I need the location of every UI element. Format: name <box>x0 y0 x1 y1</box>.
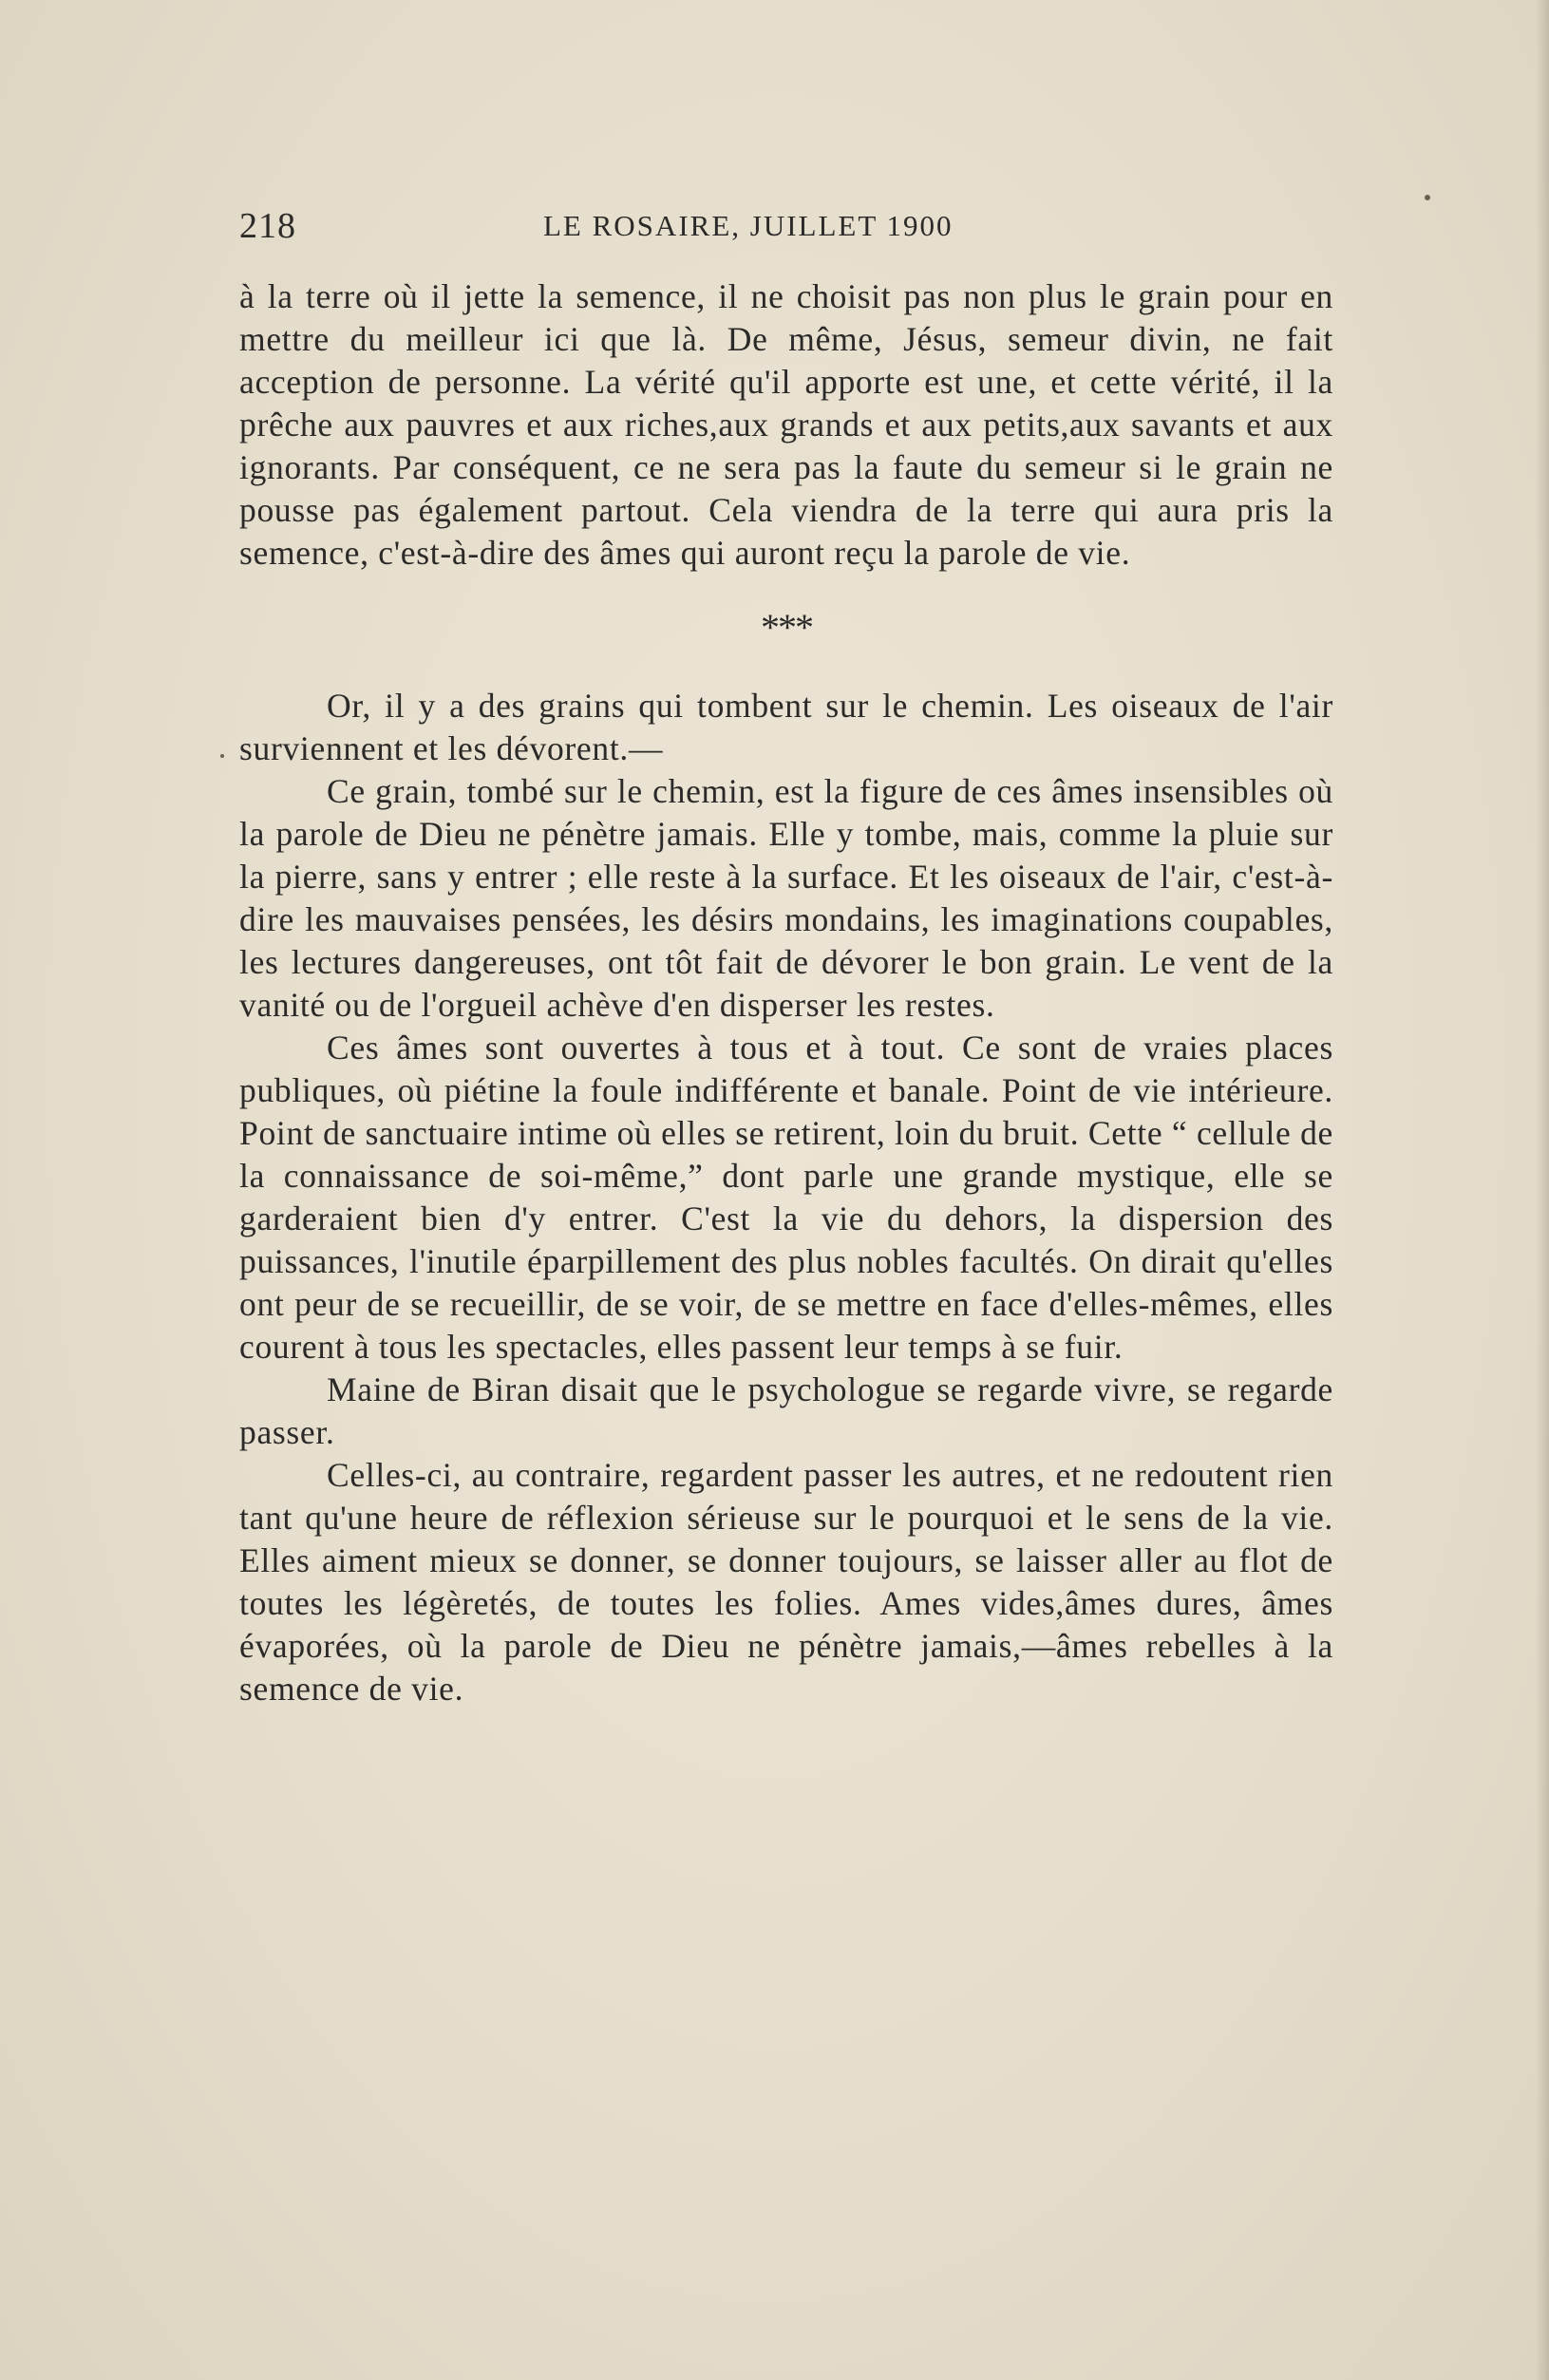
body-text <box>239 275 1333 1710</box>
paragraph: Ce grain, tombé sur le chemin, est la figure de ces âmes insensibles où la parole de Dieu ne pénètre jamais. Elle y tombe, mais, comme la pluie sur la pierre, sans y entrer ; elle reste à la surface. Et les oiseaux de l'air, c'est-à-dire les mauvaises pensées, les désirs mondains, les imaginations coupables, les lectures dangereuses, ont tôt fait de dévorer le bon grain. Le vent de la vanité ou de l'orgueil achève d'en disperser les restes. <box>239 772 1333 1024</box>
paper-speck <box>1425 195 1430 200</box>
paragraph: Celles-ci, au contraire, regardent passer les autres, et ne redoutent rien tant qu'une heure de réflexion sérieuse sur le pourquoi et le sens de la vie. Elles aiment mieux se donner, se donner toujours, se laisser aller au flot de toutes les légèretés, de toutes les folies. Ames vides,âmes dures, âmes évaporées, où la parole de Dieu ne pénètre jamais,—âmes rebelles à la semence de vie. <box>239 1456 1333 1708</box>
page-header <box>239 205 1333 255</box>
paragraph: Maine de Biran disait que le psychologue se regarde vivre, se regarde passer. <box>239 1370 1333 1451</box>
paragraph: Or, il y a des grains qui tombent sur le chemin. Les oiseaux de l'air surviennent et les dévorent.— <box>239 687 1333 767</box>
section-ornament: *** <box>761 606 812 649</box>
paragraph: à la terre où il jette la semence, il ne choisit pas non plus le grain pour en mettre du meilleur ici que là. De même, Jésus, semeur divin, ne fait acception de personne. La vérité qu'il apporte est une, et cette vérité, il la prêche aux pauvres et aux riches,aux grands et aux petits,aux savants et aux ignorants. Par conséquent, ce ne sera pas la faute du semeur si le grain ne pousse pas également partout. Cela viendra de la terre qui aura pris la semence, c'est-à-dire des âmes qui auront reçu la parole de vie. <box>239 277 1333 572</box>
page-edge-shadow <box>1536 0 1549 2380</box>
paragraph: Ces âmes sont ouvertes à tous et à tout. Ce sont de vraies places publiques, où piétine la foule indifférente et banale. Point de vie intérieure. Point de sanctuaire intime où elles se retirent, loin du bruit. Cette “ cellule de la connaissance de soi-même,” dont parle une grande mystique, elle se garderaient bien d'y entrer. C'est la vie du dehors, la dispersion des puissances, l'inutile éparpillement des plus nobles facultés. On dirait qu'elles ont peur de se recueillir, de se voir, de se mettre en face d'elles-mêmes, elles courent à tous les spectacles, elles passent leur temps à se fuir. <box>239 1029 1333 1366</box>
running-head: LE ROSAIRE, JUILLET 1900 <box>543 209 954 242</box>
page-number: 218 <box>239 206 296 246</box>
paper-speck <box>220 754 224 758</box>
